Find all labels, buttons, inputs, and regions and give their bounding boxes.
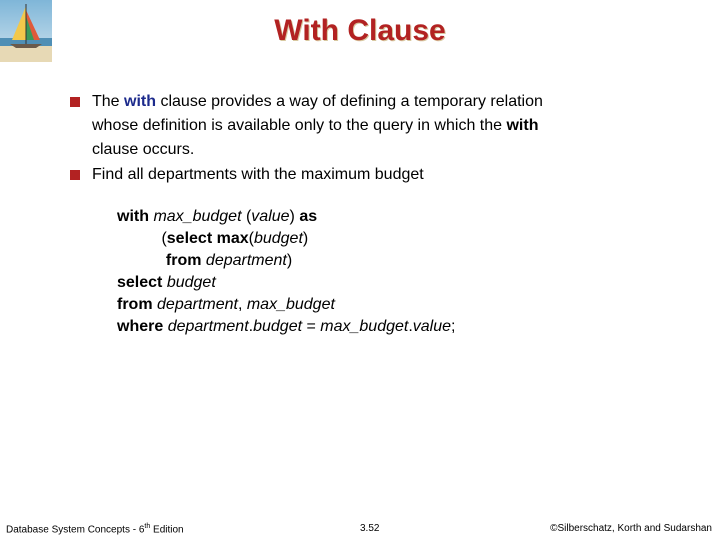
- bullet-text-2: Find all departments with the maximum budget: [92, 166, 424, 183]
- bullet-marker: [70, 170, 80, 180]
- code-punct: ,: [237, 296, 247, 313]
- code-var: value: [251, 208, 290, 225]
- code-kw: from: [165, 252, 202, 269]
- code-kw: with: [117, 208, 149, 225]
- code-kw: select: [117, 274, 163, 291]
- code-var: budget: [253, 318, 303, 335]
- footer-copyright: ©Silberschatz, Korth and Sudarshan: [550, 523, 712, 534]
- code-kw: from: [117, 296, 153, 313]
- keyword-with-2: with: [506, 117, 539, 134]
- code-kw: select max: [166, 230, 249, 247]
- code-punct: (: [248, 230, 254, 247]
- code-punct: (: [161, 230, 167, 247]
- code-punct: .: [408, 318, 413, 335]
- code-var: max_budget: [320, 318, 409, 335]
- footer-book-title: Database System Concepts - 6: [6, 524, 145, 536]
- keyword-with: with: [124, 93, 157, 110]
- bullet-marker: [70, 97, 80, 107]
- code-punct: =: [302, 318, 321, 335]
- code-var: budget: [253, 230, 303, 247]
- code-var: value: [412, 318, 452, 335]
- code-punct: ): [286, 252, 293, 269]
- bullet-text-1: [92, 90, 652, 162]
- code-kw: where: [117, 318, 164, 335]
- code-var: department: [167, 318, 249, 335]
- code-punct: .: [248, 318, 254, 335]
- bullet-1-line1: clause provides a way of defining a temporary relation: [156, 93, 543, 110]
- page-number: 3.52: [360, 523, 380, 534]
- code-kw: as: [299, 208, 318, 225]
- bullet-1-line3: clause occurs.: [92, 141, 195, 158]
- slide-title: With Clause: [274, 14, 446, 47]
- code-punct: ;: [451, 318, 456, 335]
- code-punct: ): [302, 230, 309, 247]
- footer-left: [6, 523, 184, 535]
- bullet-1-pre: The: [92, 93, 125, 110]
- code-var: department: [157, 296, 238, 313]
- code-var: budget: [166, 274, 216, 291]
- code-var: department: [205, 252, 287, 269]
- code-var: max_budget: [153, 208, 242, 225]
- bullet-1-line2: whose definition is available only to the query in which the: [92, 117, 507, 134]
- footer-edition-sup: th: [144, 523, 151, 530]
- code-punct: ): [289, 208, 300, 225]
- code-punct: (: [241, 208, 252, 225]
- sql-code-block: [117, 206, 455, 338]
- code-var: max_budget: [246, 296, 335, 313]
- footer-edition: Edition: [150, 524, 184, 536]
